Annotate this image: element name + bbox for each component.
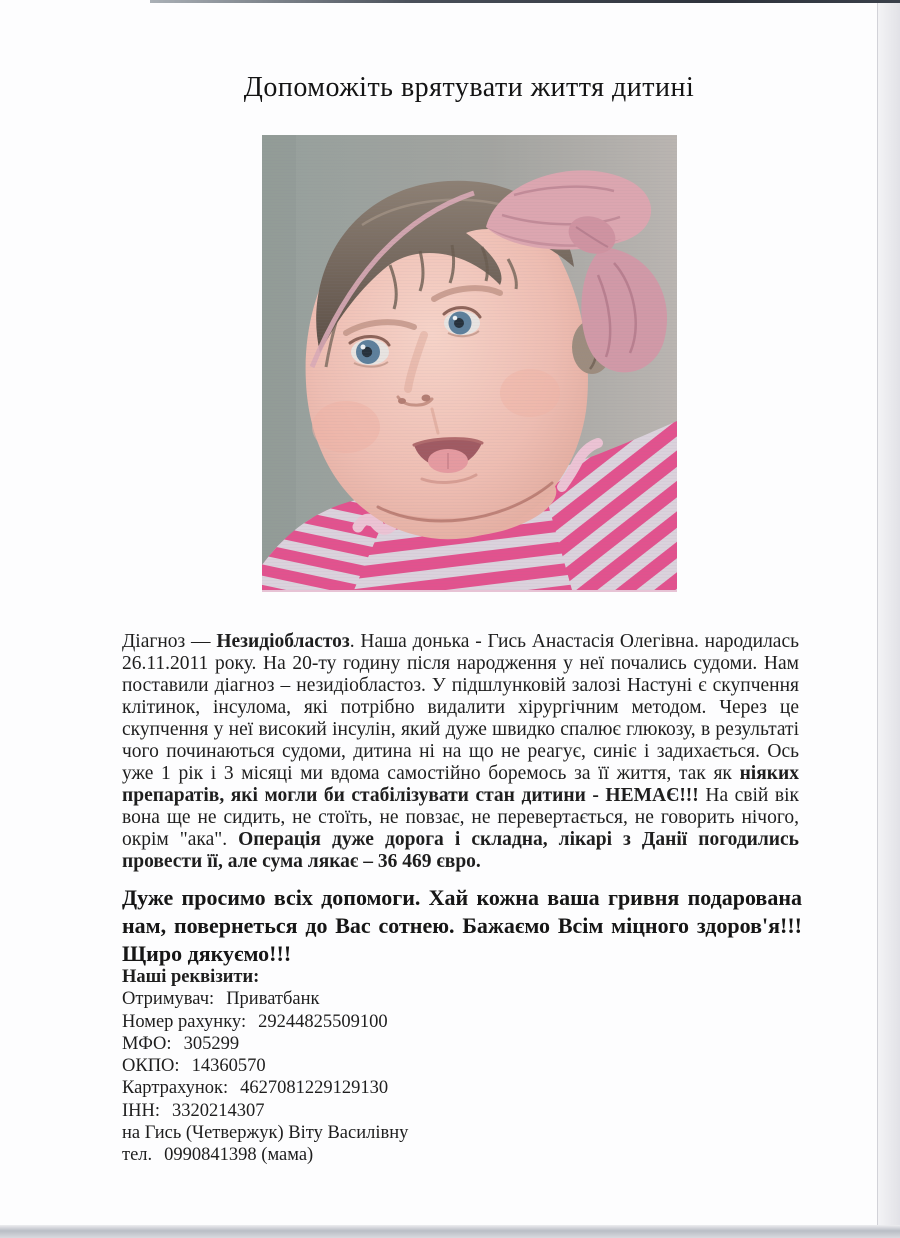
appeal-line: Щиро дякуємо!!! <box>122 941 292 966</box>
scan-edge-top <box>150 0 900 3</box>
requisite-label: Отримувач: <box>122 989 215 1010</box>
appeal-line: нам, повернеться до Вас сотнею. Бажаємо Всім міцного здоров'я!!! <box>122 913 802 938</box>
requisite-label: тел. <box>122 1145 153 1166</box>
diagnosis-cost: Операція дуже дорога і складна, лікарі з Данії погодились провести її, але сума лякає – 36 469 євро. <box>122 828 799 872</box>
scan-edge-bottom <box>0 1225 900 1238</box>
diagnosis-emphasis: ніяких препаратів, які могли би стабілізувати стан дитини - НЕМАЄ!!! <box>122 762 799 806</box>
page-title: Допоможіть врятувати життя дитині <box>243 72 695 103</box>
diagnosis-term: Незидіобластоз <box>216 630 350 652</box>
requisite-label: МФО: <box>122 1033 172 1054</box>
appeal-line: Дуже просимо всіх допомоги. Хай кожна ваша гривня подарована <box>122 885 802 910</box>
appeal-paragraph <box>122 884 802 968</box>
requisite-row <box>122 1077 622 1099</box>
requisite-value: 29244825509100 <box>258 1011 388 1032</box>
scan-edge-right <box>877 3 900 1228</box>
diagnosis-text: На свій вік вона ще не сидить, не стоїть, не повзає, не перевертається, не говорить нічого, окрім "ака". <box>122 784 800 850</box>
requisite-value: 3320214307 <box>172 1100 265 1121</box>
child-photo-art <box>262 135 677 590</box>
requisite-row <box>122 1011 622 1033</box>
requisite-label: Картрахунок: <box>122 1078 229 1099</box>
requisite-row <box>122 988 622 1010</box>
requisite-row <box>122 1055 622 1077</box>
requisite-row <box>122 1033 622 1055</box>
requisite-value: Приватбанк <box>226 989 320 1010</box>
requisite-label: ІНН: <box>122 1100 161 1121</box>
requisite-value: 14360570 <box>191 1056 266 1077</box>
requisite-label: ОКПО: <box>122 1056 180 1077</box>
child-photo <box>262 135 677 592</box>
requisites-section <box>122 966 622 1167</box>
requisite-value: 4627081229129130 <box>240 1078 389 1099</box>
diagnosis-paragraph <box>122 631 799 873</box>
requisite-value: на Гись (Четвержук) Віту Василівну <box>122 1123 409 1144</box>
requisite-value: 0990841398 (мама) <box>164 1145 314 1166</box>
diagnosis-text: . Наша донька - Гись Анастасія Олегівна. народилась 26.11.2011 року. На 20-ту годину після народження у неї почались судоми. Нам поставили діагноз – незидіобластоз. У підшлунковій залозі Настуні є скупчення клітинок, інсулома, які потрібно видалити хірургічним методом. Через це скупчення у неї високий інсулін, який дуже швидко спалює глюкозу, в результаті чого починаються судоми, дитина ні на що не реагує, синіє і задихається. Ось уже 1 рік і 3 місяці ми вдома самостійно боремось за її життя, так як <box>122 630 799 784</box>
requisite-value: 305299 <box>183 1033 240 1054</box>
requisite-row <box>122 1144 622 1166</box>
requisite-row <box>122 1122 622 1144</box>
diagnosis-text: Діагноз — <box>122 630 217 652</box>
requisite-label: Номер рахунку: <box>122 1011 247 1032</box>
requisite-row <box>122 1100 622 1122</box>
requisites-heading: Наші реквізити: <box>122 967 260 987</box>
